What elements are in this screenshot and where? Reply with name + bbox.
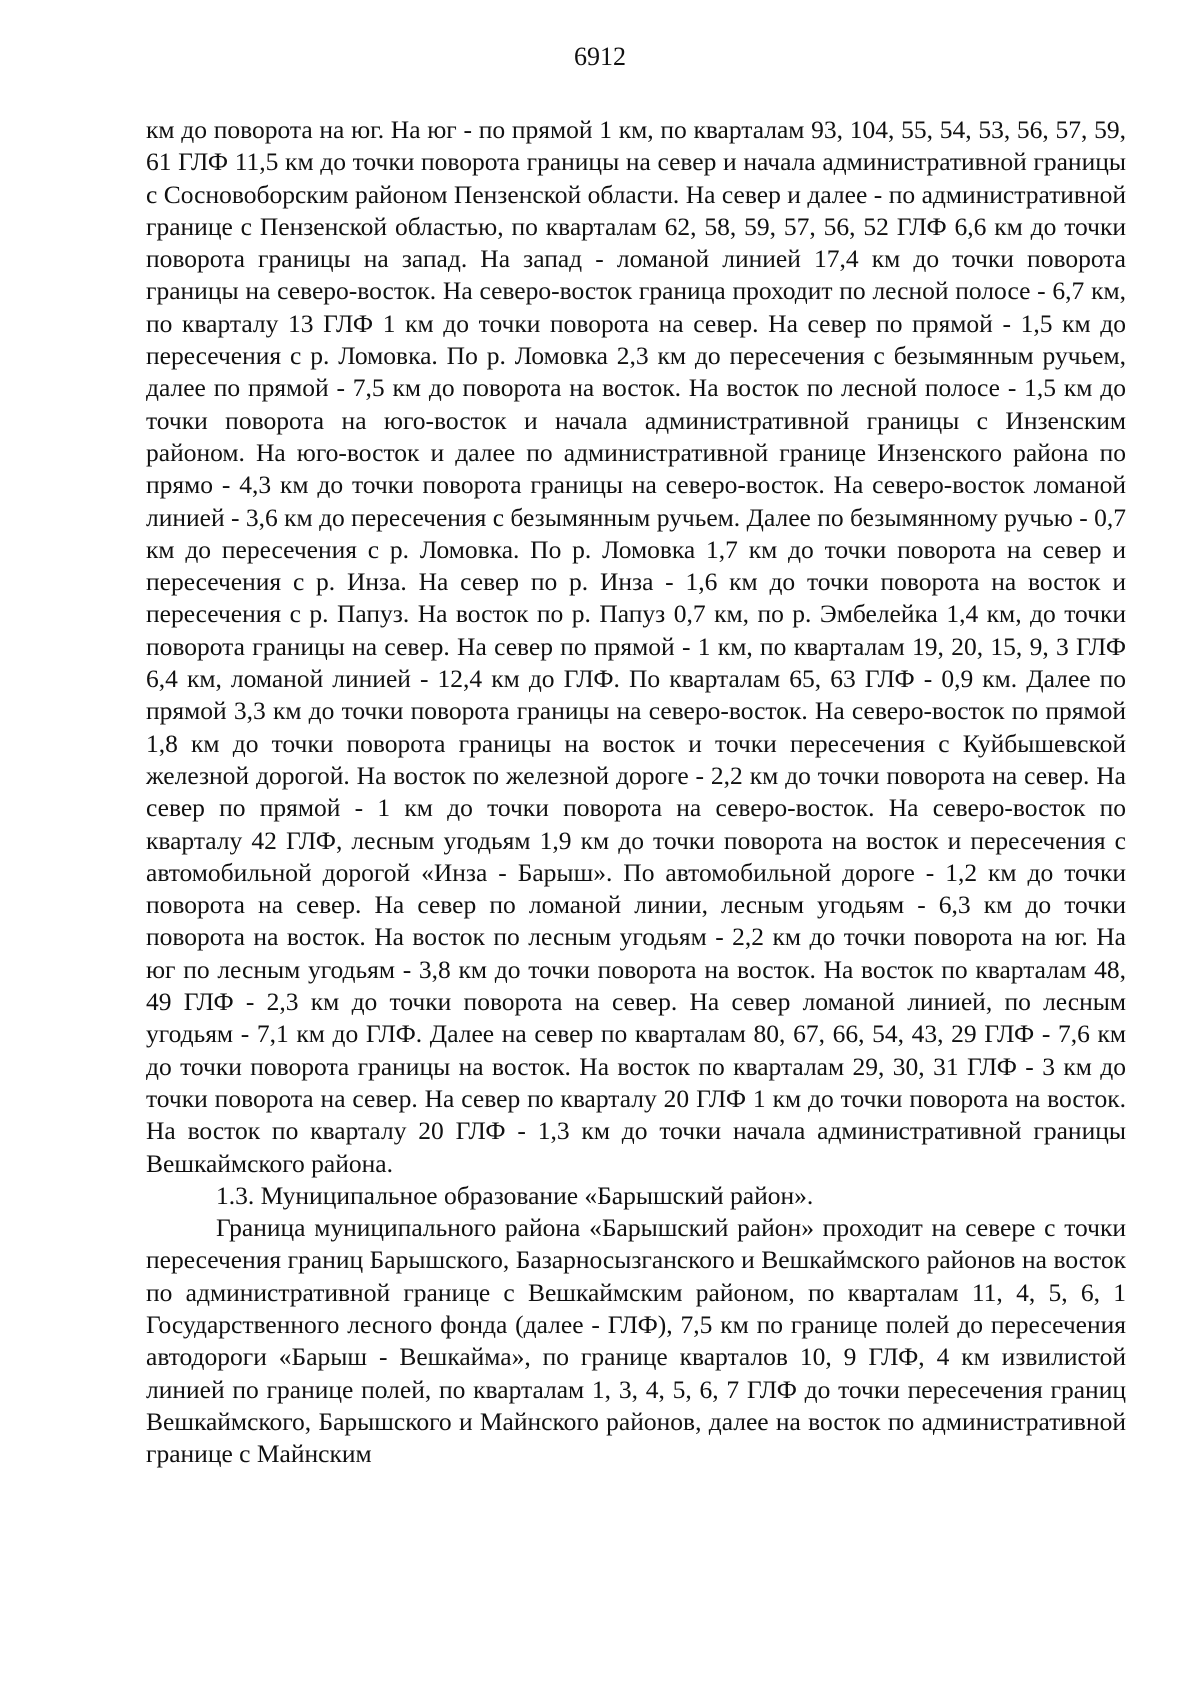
page-number: 6912	[574, 42, 626, 71]
section-heading-barysh-district: 1.3. Муниципальное образование «Барышский район».	[216, 1180, 814, 1210]
paragraph-barysh-boundary: Граница муниципального района «Барышский район» проходит на севере с точки пересечения границ Барышского, Базарносызганского и Вешкаймского районов на восток по административной границе с Вешкаймским районом, по кварталам 11, 4, 5, 6, 1 Государственного лесного фонда (далее - ГЛФ), 7,5 км по границе полей до пересечения автодороги «Барыш - Вешкайма», по границе кварталов 10, 9 ГЛФ, 4 км извилистой линией по границе полей, по кварталам 1, 3, 4, 5, 6, 7 ГЛФ до точки пересечения границ Вешкаймского, Барышского и Майнского районов, далее на восток по административной границе с Майнским	[146, 1213, 1126, 1469]
paragraph-boundary-continuation: км до поворота на юг. На юг - по прямой 1 км, по кварталам 93, 104, 55, 54, 53, 56, 57, 59, 61 ГЛФ 11,5 км до точки поворота границы на север и начала административной границы с Сосновоборским районом Пензенской области. На север и далее - по административной границе с Пензенской областью, по кварталам 62, 58, 59, 57, 56, 52 ГЛФ 6,6 км до точки поворота границы на запад. На запад - ломаной линией 17,4 км до точки поворота границы на северо-восток. На северо-восток граница проходит по лесной полосе - 6,7 км, по кварталу 13 ГЛФ 1 км до точки поворота на север. На север по прямой - 1,5 км до пересечения с р. Ломовка. По р. Ломовка 2,3 км до пересечения с безымянным ручьем, далее по прямой - 7,5 км до поворота на восток. На восток по лесной полосе - 1,5 км до точки поворота на юго-восток и начала административной границы с Инзенским районом. На юго-восток и далее по административной границе Инзенского района по прямо - 4,3 км до точки поворота границы на северо-восток. На северо-восток ломаной линией - 3,6 км до пересечения с безымянным ручьем. Далее по безымянному ручью - 0,7 км до пересечения с р. Ломовка. По р. Ломовка 1,7 км до точки поворота на север и пересечения с р. Инза. На север по р. Инза - 1,6 км до точки поворота на восток и пересечения с р. Папуз. На восток по р. Папуз 0,7 км, по р. Эмбелейка 1,4 км, до точки поворота границы на север. На север по прямой - 1 км, по кварталам 19, 20, 15, 9, 3 ГЛФ 6,4 км, ломаной линией - 12,4 км до ГЛФ. По кварталам 65, 63 ГЛФ - 0,9 км. Далее по прямой 3,3 км до точки поворота границы на северо-восток. На северо-восток по прямой 1,8 км до точки поворота границы на восток и точки пересечения с Куйбышевской железной дорогой. На восток по железной дороге - 2,2 км до точки поворота на север. На север по прямой - 1 км до точки поворота на северо-восток. На северо-восток по кварталу 42 ГЛФ, лесным угодьям 1,9 км до точки поворота на восток и пересечения с автомобильной дорогой «Инза - Барыш». По автомобильной дороге - 1,2 км до точки поворота на север. На север по ломаной линии, лесным угодьям - 6,3 км до точки поворота на восток. На восток по лесным угодьям - 2,2 км до точки поворота на юг. На юг по лесным угодьям - 3,8 км до точки поворота на восток. На восток по кварталам 48, 49 ГЛФ - 2,3 км до точки поворота на север. На север ломаной линией, по лесным угодьям - 7,1 км до ГЛФ. Далее на север по кварталам 80, 67, 66, 54, 43, 29 ГЛФ - 7,6 км до точки поворота границы на восток. На восток по кварталам 29, 30, 31 ГЛФ - 3 км до точки поворота на север. На север по кварталу 20 ГЛФ 1 км до точки поворота на восток. На восток по кварталу 20 ГЛФ - 1,3 км до точки начала административной границы Вешкаймского района.	[146, 115, 1126, 1178]
document-body	[146, 114, 1126, 1470]
